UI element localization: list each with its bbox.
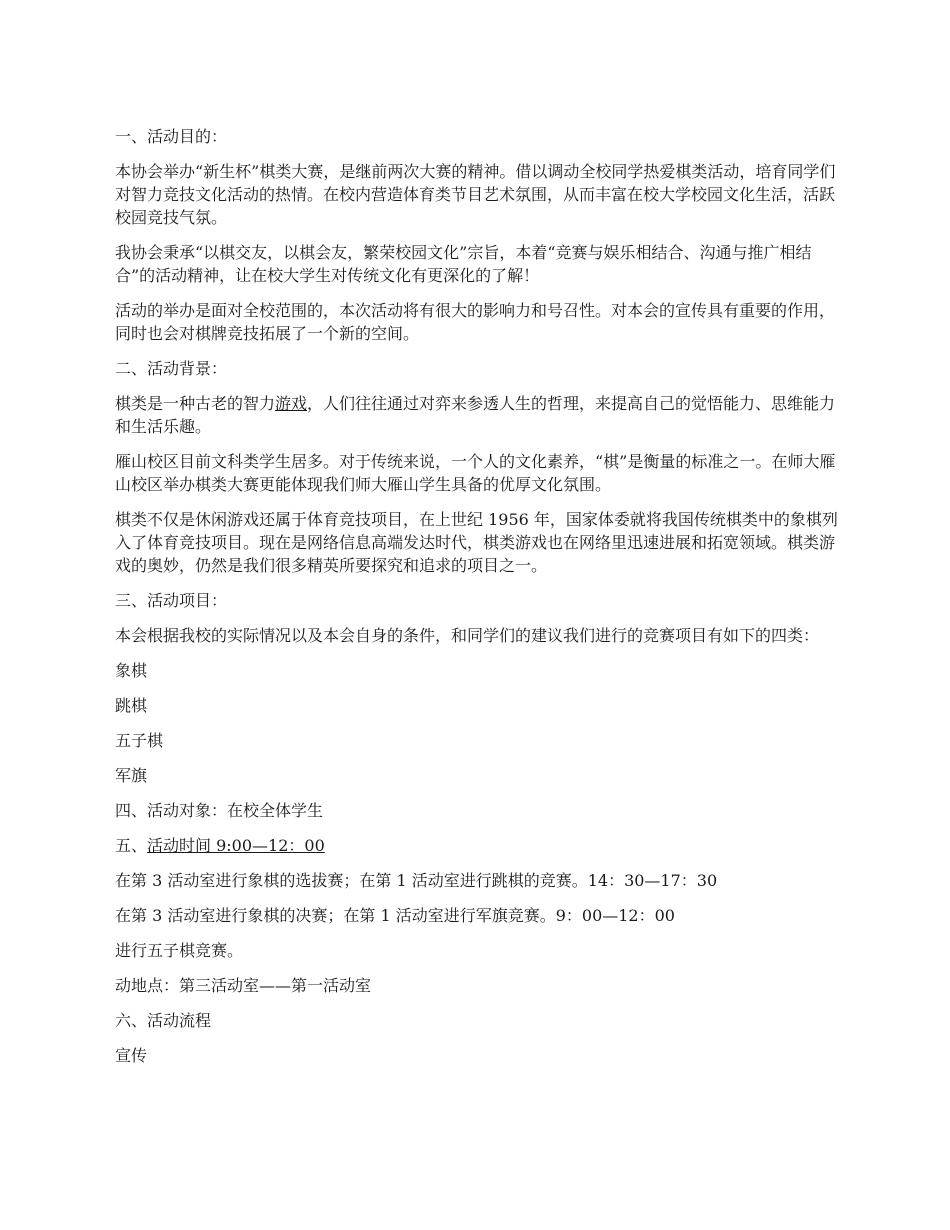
paragraph: 本会根据我校的实际情况以及本会自身的条件，和同学们的建议我们进行的竞赛项目有如下的四类： xyxy=(115,626,820,645)
paragraph: 进行五子棋竞赛。 xyxy=(115,941,244,960)
section-heading-time xyxy=(115,834,840,857)
paragraph: 在第 3 活动室进行象棋的决赛；在第 1 活动室进行军旗竞赛。9：00—12：00 xyxy=(115,906,675,925)
text-span: ，人们往往通过对弈来参透人生的哲理，来提高自己的觉悟能力、思维能力和生活乐趣。 xyxy=(115,394,836,436)
paragraph: 我协会秉承“以棋交友，以棋会友，繁荣校园文化”宗旨，本着“竞赛与娱乐相结合、沟通与推广相结合”的活动精神，让在校大学生对传统文化有更深化的了解！ xyxy=(115,243,812,285)
text-span: 五、 xyxy=(115,836,148,855)
text-span: 棋类是一种古老的智力 xyxy=(115,394,276,413)
game-link[interactable]: 游戏 xyxy=(275,394,308,413)
paragraph: 棋类不仅是休闲游戏还属于体育竞技项目，在上世纪 1956 年，国家体委就将我国传统棋类中的象棋列入了体育竞技项目。现在是网络信息高端发达时代，棋类游戏也在网络里迅速进展和拓宽领域。棋类游戏的奥妙，仍然是我们很多精英所要探究和追求的项目之一。 xyxy=(115,510,838,575)
paragraph: 动地点：第三活动室——第一活动室 xyxy=(115,976,372,995)
section-heading-background: 二、活动背景： xyxy=(115,359,228,378)
section-heading-process: 六、活动流程 xyxy=(115,1011,212,1030)
activity-time-link[interactable]: 活动时间 9:00—12：00 xyxy=(147,836,325,855)
paragraph xyxy=(115,392,840,438)
paragraph: 宣传 xyxy=(115,1046,148,1065)
list-item: 象棋 xyxy=(115,661,148,680)
paragraph: 本协会举办“新生杯”棋类大赛，是继前两次大赛的精神。借以调动全校同学热爱棋类活动，培育同学们对智力竞技文化活动的热情。在校内营造体育类节目艺术氛围，从而丰富在校大学校园文化生活，活跃校园竞技气氛。 xyxy=(115,162,836,227)
paragraph: 雁山校区目前文科类学生居多。对于传统来说，一个人的文化素养，“棋”是衡量的标准之一。在师大雁山校区举办棋类大赛更能体现我们师大雁山学生具备的优厚文化氛围。 xyxy=(115,452,836,494)
paragraph: 在第 3 活动室进行象棋的选拔赛；在第 1 活动室进行跳棋的竞赛。14：30—17：30 xyxy=(115,871,718,890)
list-item: 五子棋 xyxy=(115,731,164,750)
section-heading-purpose: 一、活动目的： xyxy=(115,127,228,146)
section-heading-items: 三、活动项目： xyxy=(115,591,228,610)
list-item: 军旗 xyxy=(115,766,148,785)
document-body xyxy=(115,125,840,1079)
paragraph: 活动的举办是面对全校范围的，本次活动将有很大的影响力和号召性。对本会的宣传具有重要的作用，同时也会对棋牌竞技拓展了一个新的空间。 xyxy=(115,301,836,343)
section-heading-audience: 四、活动对象：在校全体学生 xyxy=(115,801,324,820)
list-item: 跳棋 xyxy=(115,696,148,715)
